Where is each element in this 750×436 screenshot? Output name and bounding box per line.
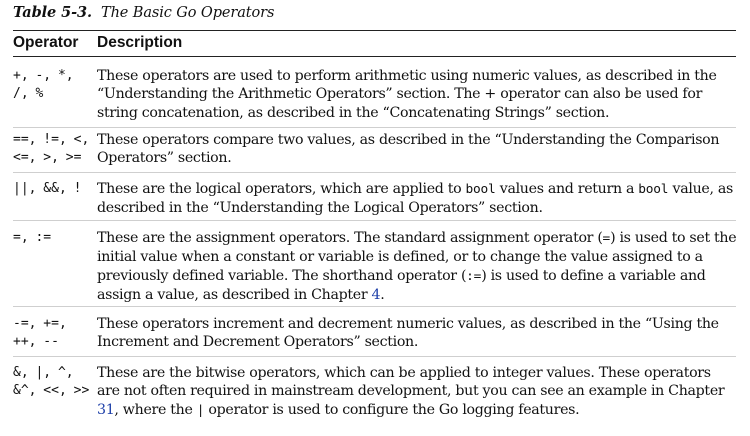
inline-code: := — [466, 268, 482, 284]
chapter-link[interactable]: 4 — [371, 286, 381, 303]
description-text: operator is used to configure the Go logging features. — [204, 401, 580, 418]
description-text: These are the bitwise operators, which can be applied to integer values. These operators are not often required in mainstream development, but you can see an example in Chapter — [97, 365, 725, 400]
operator-cell: -=, +=, ++, -- — [13, 316, 67, 350]
header-rule — [13, 56, 736, 57]
row-divider — [13, 127, 736, 128]
description-text: ) is used to set the initial value when a constant or variable is defined, or to change the value assigned to a previously defined variable. The shorthand operator ( — [97, 230, 737, 284]
table-caption — [13, 4, 274, 21]
inline-code: | — [196, 402, 205, 418]
table-caption-label: Table 5-3. — [13, 4, 92, 21]
row-divider — [13, 220, 736, 221]
description-text: value, as described in the “Understanding the Logical Operators” section. — [97, 181, 733, 217]
operator-cell: ==, !=, <, <=, >, >= — [13, 132, 90, 166]
description-text: These are the assignment operators. The standard assignment operator ( — [97, 230, 603, 246]
description-cell: These operators increment and decrement numeric values, as described in the “Using the Increment and Decrement Operators” section. — [97, 316, 719, 351]
row-divider — [13, 306, 736, 307]
inline-code: = — [602, 231, 611, 246]
table-top-rule — [13, 30, 736, 31]
description-cell — [97, 229, 737, 304]
description-cell — [97, 180, 737, 218]
inline-code: bool — [465, 182, 496, 197]
column-header-description: Description — [97, 34, 183, 51]
operator-cell: &, |, ^, &^, <<, >> — [13, 365, 90, 399]
row-divider — [13, 356, 736, 357]
description-text: , where the — [114, 401, 197, 418]
column-header-operator: Operator — [13, 34, 79, 51]
chapter-link[interactable]: 31 — [97, 401, 115, 418]
operator-cell: =, := — [13, 230, 52, 245]
inline-code: bool — [638, 182, 669, 197]
description-text: . — [380, 286, 385, 303]
table-caption-title: The Basic Go Operators — [101, 5, 275, 21]
operator-cell: +, -, *, /, % — [13, 68, 74, 102]
description-text: values and return a — [495, 181, 639, 197]
description-cell — [97, 364, 737, 420]
description-cell: These operators compare two values, as described in the “Understanding the Comparison Operators” section. — [97, 132, 720, 167]
description-text: ) is used to define a variable and assign a value, as described in Chapter — [97, 267, 706, 303]
row-divider — [13, 172, 736, 173]
description-text: These are the logical operators, which are applied to — [97, 181, 466, 197]
description-cell: These operators are used to perform arithmetic using numeric values, as described in the “Understanding the Arithmetic Operators” section. The + operator can also be used for string concatenation, as described in the “Concatenating Strings” section. — [97, 68, 717, 121]
operator-cell: ||, &&, ! — [13, 181, 82, 196]
